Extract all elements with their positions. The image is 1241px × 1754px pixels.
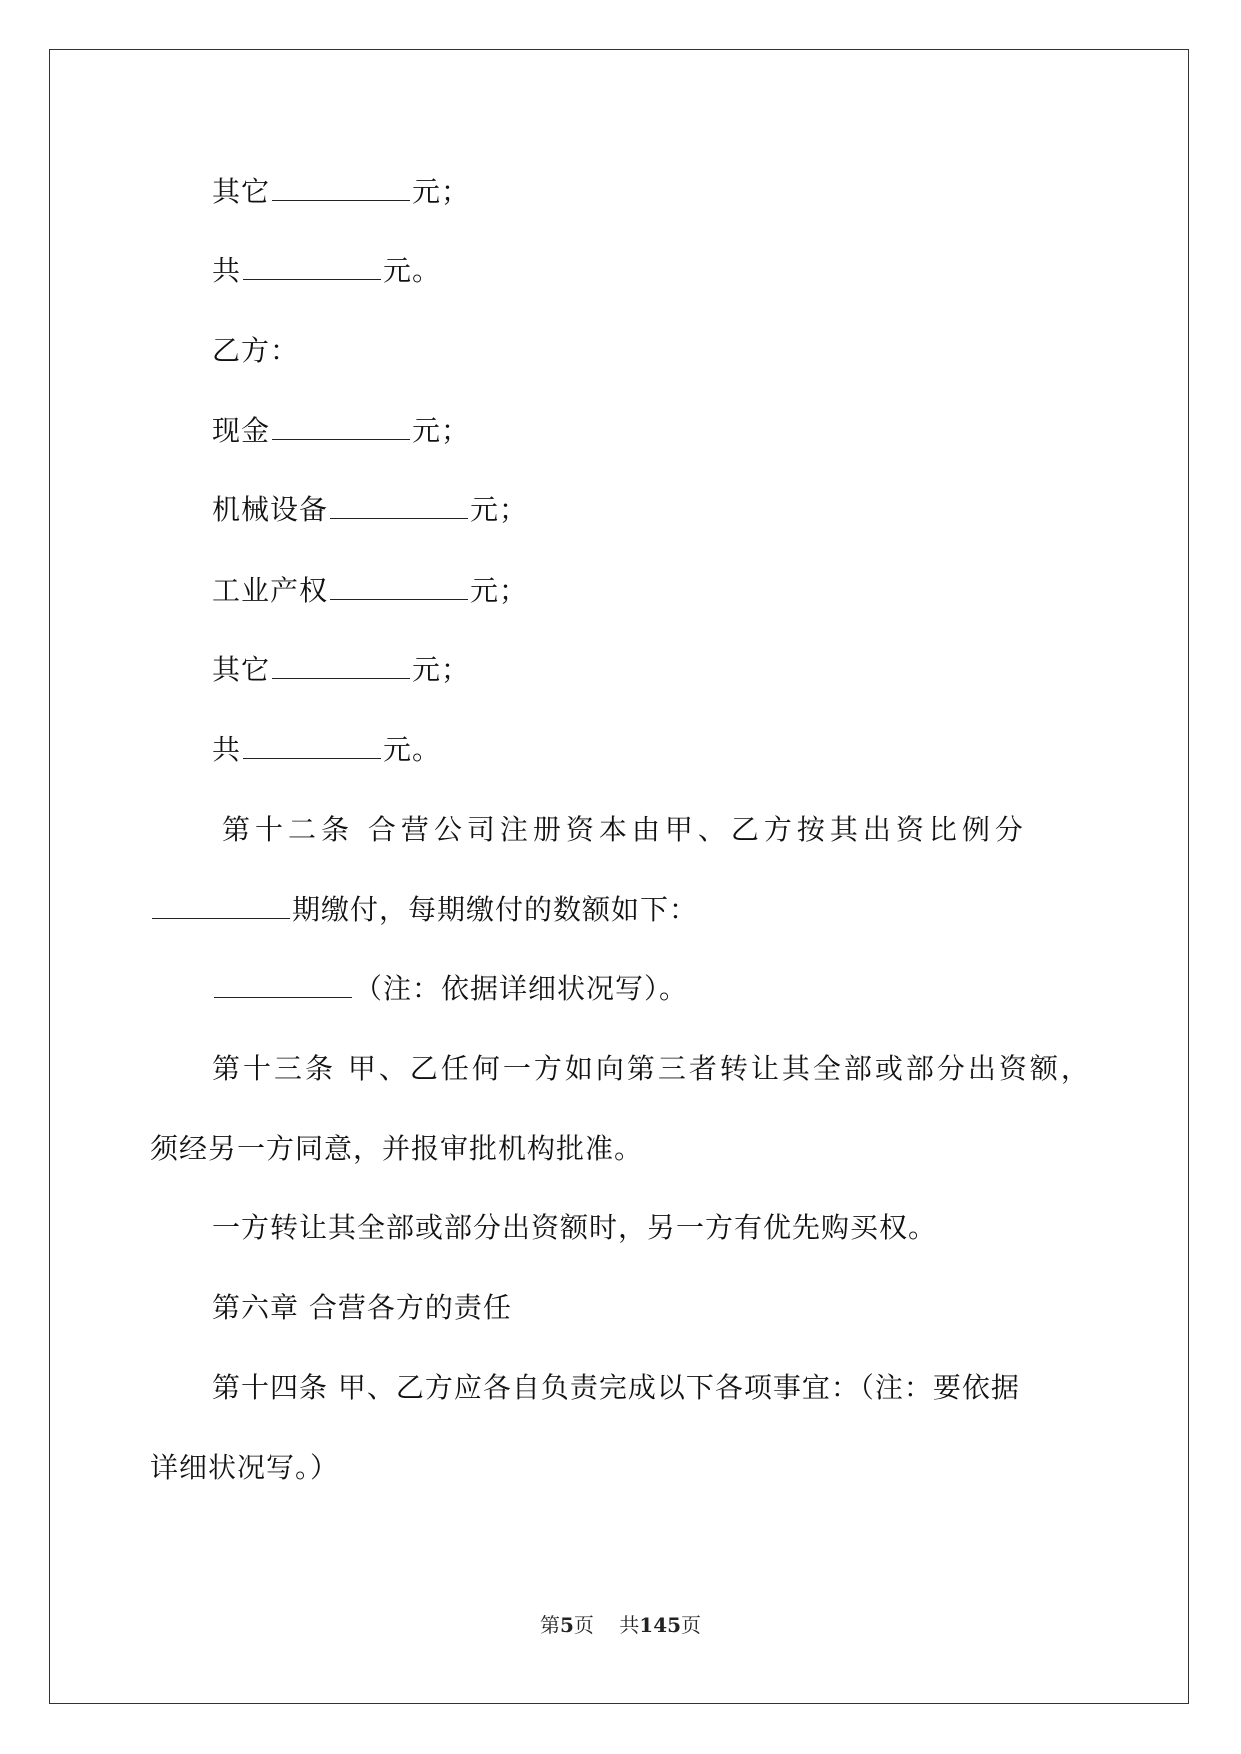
line-suffix: （注：依据详细状况写）。 (354, 972, 689, 1005)
text-line: 乙方： (212, 334, 300, 367)
line-label: 现金 (212, 414, 271, 447)
fill-blank (243, 734, 381, 759)
text-line (150, 892, 698, 928)
article-12: 第十二条 合营公司注册资本由甲、乙方按其出资比例分 (222, 813, 1028, 846)
line-suffix: 元。 (383, 254, 442, 287)
footer-total-suffix: 页 (681, 1613, 702, 1637)
text-line (212, 492, 528, 528)
text-line (212, 174, 470, 210)
fill-blank (272, 415, 410, 440)
fill-blank (272, 176, 410, 201)
fill-blank (272, 654, 410, 679)
chapter-heading: 第六章 合营各方的责任 (212, 1291, 512, 1324)
line-suffix: 元； (470, 493, 529, 526)
page-footer (0, 1612, 1241, 1638)
text-line (212, 971, 688, 1007)
line-suffix: 元； (412, 175, 471, 208)
page-number: 5 (559, 1613, 574, 1637)
text-line (212, 652, 470, 688)
text-line: 须经另一方同意，并报审批机构批准。 (150, 1132, 644, 1165)
fill-blank (152, 894, 290, 919)
line-label: 其它 (212, 175, 271, 208)
line-suffix: 元； (412, 653, 471, 686)
article-14: 第十四条 甲、乙方应各自负责完成以下各项事宜：（注：要依据 (212, 1371, 1020, 1404)
fill-blank (330, 494, 468, 519)
text-line: 详细状况写。） (150, 1451, 340, 1484)
line-label: 共 (212, 733, 242, 766)
footer-total-prefix: 共 (619, 1613, 640, 1637)
line-suffix: 元。 (383, 733, 442, 766)
line-label: 共 (212, 254, 242, 287)
article-13: 第十三条 甲、乙任何一方如向第三者转让其全部或部分出资额， (212, 1052, 1092, 1085)
text-line (212, 732, 441, 768)
line-label: 其它 (212, 653, 271, 686)
text-line: 一方转让其全部或部分出资额时，另一方有优先购买权。 (212, 1211, 938, 1244)
fill-blank (330, 575, 468, 600)
text-line (212, 253, 441, 289)
fill-blank (214, 973, 352, 998)
line-label: 工业产权 (212, 574, 329, 607)
line-label: 机械设备 (212, 493, 329, 526)
footer-page-suffix: 页 (573, 1613, 594, 1637)
text-line (212, 413, 470, 449)
line-suffix: 元； (412, 414, 471, 447)
line-suffix: 元； (470, 574, 529, 607)
footer-prefix: 第 (539, 1613, 560, 1637)
text-line (212, 573, 528, 609)
total-pages: 145 (639, 1613, 682, 1637)
fill-blank (243, 255, 381, 280)
line-suffix: 期缴付，每期缴付的数额如下： (292, 893, 699, 926)
